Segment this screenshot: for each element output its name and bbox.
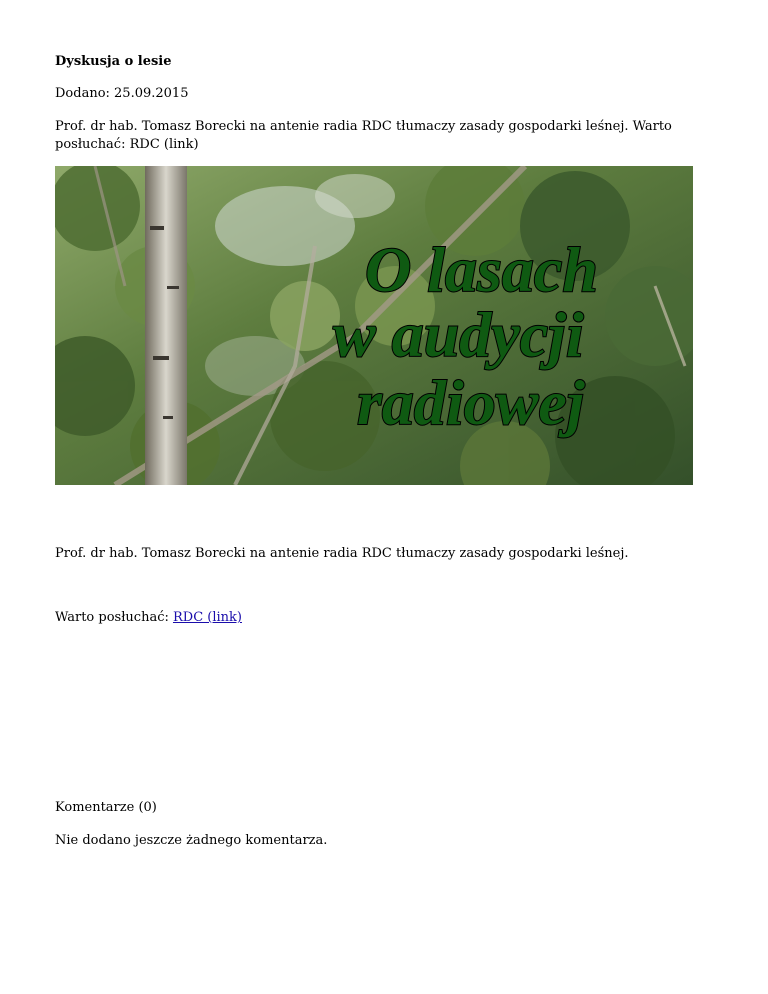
hero-image <box>55 166 693 485</box>
comments-empty-message: Nie dodano jeszcze żadnego komentarza. <box>55 833 328 848</box>
article-title: Dyskusja o lesie <box>55 54 172 69</box>
article-body-paragraph: Prof. dr hab. Tomasz Borecki na antenie radia RDC tłumaczy zasady gospodarki leśnej. <box>55 546 629 561</box>
rdc-link[interactable]: RDC (link) <box>172 610 242 625</box>
hero-text-line-3: radiowej <box>357 367 585 438</box>
hero-text-line-1: O lasach <box>365 234 598 305</box>
article-date: Dodano: 25.09.2015 <box>55 86 189 101</box>
listen-line <box>55 610 242 625</box>
article-intro: Prof. dr hab. Tomasz Borecki na antenie radia RDC tłumaczy zasady gospodarki leśnej. Warto posłuchać: RDC (link) <box>55 119 672 152</box>
hero-text-line-2: w audycji <box>333 299 584 370</box>
listen-prefix: Warto posłuchać: <box>55 610 173 625</box>
comments-header: Komentarze (0) <box>55 800 157 815</box>
